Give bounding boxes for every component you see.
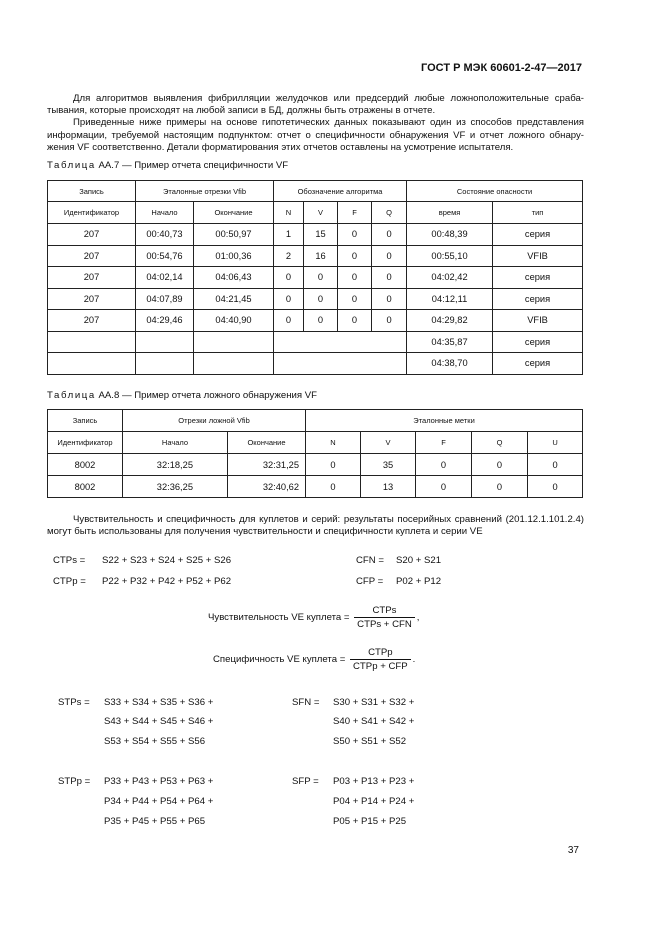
cell: 207: [48, 288, 136, 310]
cell: 32:18,25: [123, 454, 228, 476]
cell: 35: [361, 454, 416, 476]
cell: 00:54,76: [136, 245, 194, 267]
cell: 0: [472, 476, 528, 498]
cell: 32:31,25: [228, 454, 306, 476]
cell: серия: [493, 224, 583, 246]
cell: 00:40,73: [136, 224, 194, 246]
cell: 04:02,42: [407, 267, 493, 289]
subheader-end: Окончание: [194, 202, 274, 224]
stps-line-1: S33 + S34 + S35 + S36 +: [104, 697, 214, 708]
subheader-start: Начало: [123, 432, 228, 454]
sfp-line-3: P05 + P15 + P25: [333, 816, 407, 827]
fraction-denominator: CTPp + CFP: [353, 661, 408, 672]
cell: 0: [304, 288, 338, 310]
cell: 13: [361, 476, 416, 498]
cell: 0: [338, 224, 372, 246]
table1-subheader-row: [48, 202, 583, 224]
subheader-time: время: [407, 202, 493, 224]
table-row: [48, 310, 583, 332]
cell: 0: [304, 267, 338, 289]
cell: 0: [416, 476, 472, 498]
fraction-denominator: CTPs + CFN: [357, 619, 412, 630]
sfp-line-2: P04 + P14 + P24 +: [333, 796, 415, 807]
stps-label: STPs =: [58, 697, 90, 708]
cell: серия: [493, 288, 583, 310]
cell: серия: [493, 267, 583, 289]
sensitivity-fraction: [354, 605, 415, 630]
cell: 04:38,70: [407, 353, 493, 375]
cell: 32:36,25: [123, 476, 228, 498]
table1-caption-title: АА.7 — Пример отчета специфичности VF: [98, 160, 289, 171]
stps-line-2: S43 + S44 + S45 + S46 +: [104, 716, 214, 727]
sfp-label: SFP =: [292, 776, 319, 787]
subheader-v: V: [361, 432, 416, 454]
specificity-table: [47, 180, 583, 375]
cell: 0: [304, 310, 338, 332]
cell: 2: [274, 245, 304, 267]
cell: 0: [472, 454, 528, 476]
table2-caption-title: АА.8 — Пример отчета ложного обнаружения VF: [98, 390, 317, 401]
group-header-alarm-state: Состояние опасности: [407, 181, 583, 202]
couplet-sensitivity-label: Чувствительность VE куплета =: [208, 612, 350, 624]
stpp-label: STPp =: [58, 776, 91, 787]
intro-paragraph-2: Приведенные ниже примеры на основе гипотетических данных показывают один из способов представления информации, требуемой настоящим подпунктом: отчет о специфичности обнаружения VF и отчет ложного обнару-жения VF соответственно. Детали форматирования этих отчетов оставлены на усмотрение испытателя.: [47, 117, 584, 153]
couplet-sensitivity-formula: [208, 605, 419, 630]
cell: 04:12,11: [407, 288, 493, 310]
subheader-type: тип: [493, 202, 583, 224]
cell: 04:06,43: [194, 267, 274, 289]
cell: VFIB: [493, 310, 583, 332]
subheader-n: N: [306, 432, 361, 454]
cell: [194, 353, 274, 375]
cell: 15: [304, 224, 338, 246]
table2-caption-prefix: Таблица: [47, 390, 96, 401]
cell: 0: [528, 476, 583, 498]
cell: [274, 353, 407, 375]
cell: 04:29,46: [136, 310, 194, 332]
table2-caption: [47, 390, 317, 401]
cell: 0: [372, 310, 407, 332]
subheader-id: Идентификатор: [48, 432, 123, 454]
group-header-false-segments: Отрезки ложной Vfib: [123, 410, 306, 432]
stpp-line-2: P34 + P44 + P54 + P64 +: [104, 796, 214, 807]
fraction-numerator: CTPp: [350, 647, 411, 660]
cell: 207: [48, 310, 136, 332]
cell: 8002: [48, 454, 123, 476]
document-header: ГОСТ Р МЭК 60601-2-47—2017: [421, 62, 582, 74]
cell: серия: [493, 353, 583, 375]
cell: 0: [338, 245, 372, 267]
ctpp-expression: P22 + P32 + P42 + P52 + P62: [102, 576, 232, 587]
subheader-f: F: [416, 432, 472, 454]
false-detection-table: [47, 409, 583, 498]
table1-caption-prefix: Таблица: [47, 160, 96, 171]
table-row: [48, 224, 583, 246]
group-header-record: Запись: [48, 181, 136, 202]
cell: 0: [274, 288, 304, 310]
cell: 0: [372, 245, 407, 267]
cfn-expression: S20 + S21: [396, 555, 442, 566]
sfn-line-3: S50 + S51 + S52: [333, 736, 407, 747]
cell: [136, 331, 194, 353]
cell: 0: [306, 454, 361, 476]
cell: 207: [48, 245, 136, 267]
cell: 1: [274, 224, 304, 246]
stps-line-3: S53 + S54 + S55 + S56: [104, 736, 206, 747]
cell: [48, 353, 136, 375]
subheader-n: N: [274, 202, 304, 224]
table-row: [48, 288, 583, 310]
sfn-line-2: S40 + S41 + S42 +: [333, 716, 415, 727]
cell: 207: [48, 224, 136, 246]
cell: 8002: [48, 476, 123, 498]
sfn-label: SFN =: [292, 697, 320, 708]
ctps-label: CTPs =: [53, 555, 86, 566]
cell: 04:29,82: [407, 310, 493, 332]
group-header-reference-segments: Эталонные отрезки Vfib: [136, 181, 274, 202]
subheader-v: V: [304, 202, 338, 224]
fraction-numerator: CTPs: [354, 605, 415, 618]
cell: [274, 331, 407, 353]
cfn-label: CFN =: [356, 555, 384, 566]
table-row: [48, 476, 583, 498]
cell: [48, 331, 136, 353]
cell: 04:02,14: [136, 267, 194, 289]
couplet-specificity-formula: [213, 647, 415, 672]
cell: VFIB: [493, 245, 583, 267]
group-header-algorithm-labels: Обозначение алгоритма: [274, 181, 407, 202]
specificity-fraction: [350, 647, 411, 672]
couplet-specificity-label: Специфичность VE куплета =: [213, 654, 346, 666]
sfp-line-1: P03 + P13 + P23 +: [333, 776, 415, 787]
table2-subheader-row: [48, 432, 583, 454]
cell: 0: [528, 454, 583, 476]
cell: 0: [338, 267, 372, 289]
cell: 32:40,62: [228, 476, 306, 498]
cell: [136, 353, 194, 375]
cell: 207: [48, 267, 136, 289]
stpp-line-3: P35 + P45 + P55 + P65: [104, 816, 206, 827]
cell: 0: [338, 310, 372, 332]
stpp-line-1: P33 + P43 + P53 + P63 +: [104, 776, 214, 787]
cell: 04:21,45: [194, 288, 274, 310]
cell: 04:35,87: [407, 331, 493, 353]
group-header-record: Запись: [48, 410, 123, 432]
subheader-start: Начало: [136, 202, 194, 224]
cell: 0: [274, 267, 304, 289]
intro-paragraph-1: Для алгоритмов выявления фибрилляции желудочков или предсердий любые ложноположительные сраба-тывания, которые происходят на любой записи в БД, должны быть отражены в отчете.: [47, 93, 584, 117]
cfp-expression: P02 + P12: [396, 576, 442, 587]
cell: 0: [338, 288, 372, 310]
table-row: [48, 353, 583, 375]
cell: [194, 331, 274, 353]
cell: 16: [304, 245, 338, 267]
cell: 04:40,90: [194, 310, 274, 332]
cell: 04:07,89: [136, 288, 194, 310]
table-row: [48, 245, 583, 267]
cell: 0: [306, 476, 361, 498]
subheader-q: Q: [372, 202, 407, 224]
cfp-label: CFP =: [356, 576, 384, 587]
cell: 00:48,39: [407, 224, 493, 246]
ctpp-label: CTPp =: [53, 576, 86, 587]
cell: 00:55,10: [407, 245, 493, 267]
group-header-reference-marks: Эталонные метки: [306, 410, 583, 432]
cell: 0: [274, 310, 304, 332]
cell: 0: [416, 454, 472, 476]
sensitivity-paragraph: Чувствительность и специфичность для куплетов и серий: результаты посерийных сравнений (201.12.1.101.2.4) могут быть использованы для получения чувствительности и специфичности куплета и серии VE: [47, 514, 584, 538]
fraction-tail: ,: [416, 612, 420, 624]
cell: серия: [493, 331, 583, 353]
cell: 0: [372, 267, 407, 289]
cell: 01:00,36: [194, 245, 274, 267]
subheader-id: Идентификатор: [48, 202, 136, 224]
table1-caption: [47, 160, 288, 171]
table-row: [48, 331, 583, 353]
table-row: [48, 267, 583, 289]
ctps-expression: S22 + S23 + S24 + S25 + S26: [102, 555, 232, 566]
fraction-tail: .: [412, 654, 416, 666]
cell: 0: [372, 224, 407, 246]
subheader-u: U: [528, 432, 583, 454]
subheader-q: Q: [472, 432, 528, 454]
cell: 0: [372, 288, 407, 310]
page-number: 37: [567, 845, 579, 856]
table-row: [48, 454, 583, 476]
subheader-f: F: [338, 202, 372, 224]
cell: 00:50,97: [194, 224, 274, 246]
sfn-line-1: S30 + S31 + S32 +: [333, 697, 415, 708]
subheader-end: Окончание: [228, 432, 306, 454]
intro-text: [47, 93, 584, 154]
